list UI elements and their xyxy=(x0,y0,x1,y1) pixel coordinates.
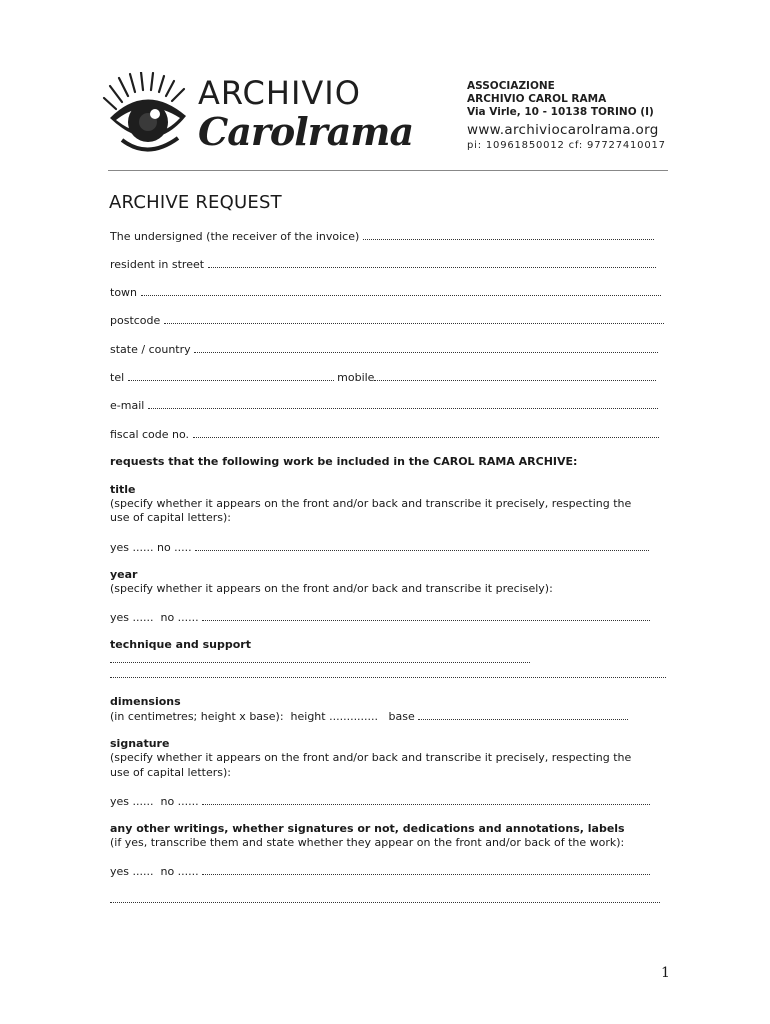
fiscal-row xyxy=(110,427,668,442)
logo-archivio-text: ARCHIVIO xyxy=(198,74,361,112)
email-row xyxy=(110,398,668,413)
requests-heading: requests that the following work be included in the CAROL RAMA ARCHIVE: xyxy=(110,455,578,468)
page-title: ARCHIVE REQUEST xyxy=(109,192,282,213)
state-label: state / country xyxy=(110,343,195,356)
tel-field[interactable] xyxy=(128,370,334,381)
page-number: 1 xyxy=(661,965,670,981)
assoc-line1: ASSOCIAZIONE xyxy=(467,80,555,92)
year-yesno-label[interactable]: yes ...... no ...... xyxy=(110,611,203,624)
email-field[interactable] xyxy=(148,398,658,409)
writings-label: any other writings, whether signatures or not, dedications and annotations, labels xyxy=(110,822,625,835)
dimensions-row xyxy=(110,709,668,724)
technique-continuation-row xyxy=(110,667,668,682)
writings-field[interactable] xyxy=(202,864,650,875)
assoc-line2: ARCHIVIO CAROL RAMA xyxy=(467,93,607,105)
assoc-website: www.archiviocarolrama.org xyxy=(467,122,659,138)
resident-label: resident in street xyxy=(110,258,208,271)
assoc-address: Via Virle, 10 - 10138 TORINO (I) xyxy=(467,106,654,118)
title-note-1: (specify whether it appears on the front and/or back and transcribe it precisely, respecting the xyxy=(110,497,632,510)
year-yesno-row xyxy=(110,610,668,625)
eye-logo-icon xyxy=(102,72,194,160)
signature-yesno-row xyxy=(110,794,668,809)
writings-note: (if yes, transcribe them and state whether they appear on the front and/or back of the work): xyxy=(110,836,625,849)
undersigned-row xyxy=(110,229,668,244)
town-row xyxy=(110,285,668,300)
association-info xyxy=(467,80,666,152)
postcode-row xyxy=(110,313,668,328)
writings-continuation-row xyxy=(110,892,668,907)
year-note: (specify whether it appears on the front and/or back and transcribe it precisely): xyxy=(110,582,553,595)
resident-row xyxy=(110,257,668,272)
technique-label: technique and support xyxy=(110,638,255,651)
technique-row xyxy=(110,638,668,667)
state-row xyxy=(110,342,668,357)
technique-field[interactable] xyxy=(110,652,530,663)
fiscal-label: fiscal code no. xyxy=(110,428,193,441)
dimensions-label: dimensions xyxy=(110,695,181,708)
writings-field-2[interactable] xyxy=(110,892,660,903)
signature-note-1: (specify whether it appears on the front and/or back and transcribe it precisely, respecting the xyxy=(110,751,632,764)
title-field[interactable] xyxy=(195,540,649,551)
technique-field-2[interactable] xyxy=(110,667,666,678)
dimensions-note: (in centimetres; height x base): height .............. base xyxy=(110,710,419,723)
tel-label: tel xyxy=(110,371,128,384)
resident-field[interactable] xyxy=(208,257,656,268)
signature-field[interactable] xyxy=(202,794,650,805)
signature-note-2: use of capital letters): xyxy=(110,766,231,779)
undersigned-field[interactable] xyxy=(363,229,654,240)
email-label: e-mail xyxy=(110,399,148,412)
year-field[interactable] xyxy=(202,610,650,621)
writings-yesno-label[interactable]: yes ...... no ...... xyxy=(110,865,203,878)
title-label: title xyxy=(110,483,136,496)
title-note-2: use of capital letters): xyxy=(110,511,231,524)
base-field[interactable] xyxy=(418,709,628,720)
postcode-field[interactable] xyxy=(164,313,664,324)
state-field[interactable] xyxy=(194,342,658,353)
town-field[interactable] xyxy=(141,285,661,296)
year-label: year xyxy=(110,568,138,581)
mobile-label: mobile xyxy=(333,371,375,384)
signature-yesno-label[interactable]: yes ...... no ...... xyxy=(110,795,203,808)
mobile-field[interactable] xyxy=(374,370,656,381)
logo-carolrama-text: Carolrama xyxy=(198,109,414,154)
title-yesno-label[interactable]: yes ...... no ..... xyxy=(110,541,196,554)
signature-label: signature xyxy=(110,737,170,750)
writings-yesno-row xyxy=(110,864,668,879)
town-label: town xyxy=(110,286,141,299)
title-yesno-row xyxy=(110,540,668,555)
header-divider xyxy=(108,170,668,171)
tel-row xyxy=(110,370,668,385)
fiscal-field[interactable] xyxy=(193,427,659,438)
assoc-vat: pi: 10961850012 cf: 97727410017 xyxy=(467,140,666,151)
undersigned-label: The undersigned (the receiver of the invoice) xyxy=(110,230,363,243)
postcode-label: postcode xyxy=(110,314,164,327)
